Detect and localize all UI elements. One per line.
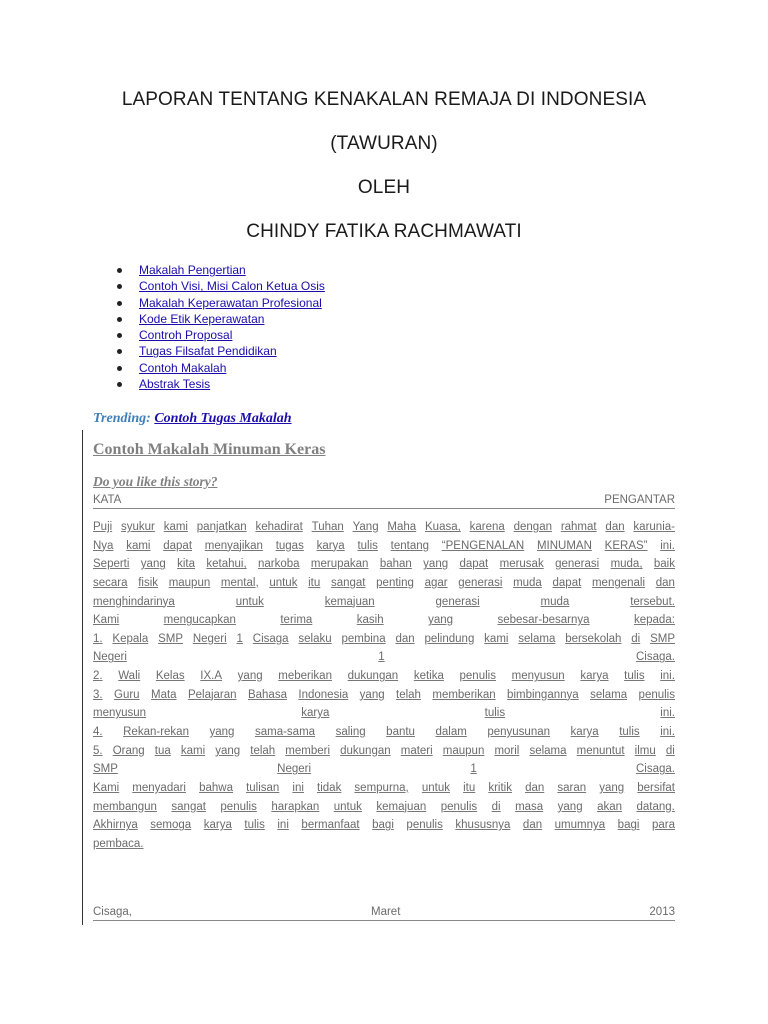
trending-link[interactable]: Contoh Tugas Makalah: [154, 411, 292, 426]
related-link[interactable]: Abstrak Tesis: [139, 377, 211, 392]
signature-place: Cisaga,: [93, 906, 132, 918]
body-line: Kami mengucapkan terima kasih yang sebesar-besarnya kepada:: [93, 614, 675, 627]
bullet-icon: [117, 382, 122, 387]
body-line: 3. Guru Mata Pelajaran Bahasa Indonesia yang telah memberikan bimbingannya selama penulis: [93, 688, 675, 701]
body-line: SMP Negeri 1 Cisaga.: [93, 763, 675, 776]
body-line: Puji syukur kami panjatkan kehadirat Tuhan Yang Maha Kuasa, karena dengan rahmat dan karunia-: [93, 521, 675, 533]
signature-year: 2013: [649, 906, 675, 918]
body-line: secara fisik maupun mental, untuk itu sangat penting agar generasi muda dapat mengenali dan: [93, 576, 675, 589]
kata-pengantar-heading: [93, 493, 675, 509]
related-link[interactable]: Controh Proposal: [139, 328, 233, 343]
body-line: Negeri 1 Cisaga.: [93, 651, 675, 664]
kata-pengantar-left: KATA: [93, 494, 122, 506]
body-line: 1. Kepala SMP Negeri 1 Cisaga selaku pembina dan pelindung kami selama bersekolah di SMP: [93, 632, 675, 645]
related-link[interactable]: Tugas Filsafat Pendidikan: [139, 344, 277, 359]
bullet-icon: [117, 333, 122, 338]
signature-month: Maret: [371, 906, 401, 918]
body-line: pembaca.: [93, 837, 144, 850]
body-line: 4. Rekan-rekan yang sama-sama saling bantu dalam penyusunan karya tulis ini.: [93, 726, 675, 739]
bullet-icon: [117, 284, 122, 289]
related-link[interactable]: Makalah Pengertian: [139, 263, 246, 277]
related-link[interactable]: Contoh Makalah: [139, 360, 227, 375]
body-line: menghindarinya untuk kemajuan generasi muda tersebut.: [93, 595, 675, 608]
bullet-icon: [117, 349, 122, 354]
body-line: 5. Orang tua kami yang telah memberi dukungan materi maupun moril selama menuntut ilmu di: [93, 744, 675, 757]
trending-line: [93, 411, 292, 427]
author-name: CHINDY FATIKA RACHMAWATI: [246, 221, 522, 242]
body-line: Nya kami dapat menyajikan tugas karya tulis tentang “PENGENALAN MINUMAN KERAS” ini.: [93, 539, 675, 552]
body-line: Akhirnya semoga karya tulis ini bermanfaat bagi penulis khususnya dan umumnya bagi para: [93, 819, 675, 832]
left-margin-rule: [82, 430, 83, 925]
document-subtitle: (TAWURAN): [330, 133, 438, 154]
kata-pengantar-right: PENGANTAR: [604, 494, 675, 506]
body-line: Kami menyadari bahwa tulisan ini tidak sempurna, untuk itu kritik dan saran yang bersifat: [93, 781, 675, 794]
signature-line: [93, 905, 675, 921]
body-line: 2. Wali Kelas IX.A yang meberikan dukungan ketika penulis menyusun karya tulis ini.: [93, 670, 675, 683]
author-label: OLEH: [357, 177, 411, 198]
body-line: Seperti yang kita ketahui, narkoba merupakan bahan yang dapat merusak generasi muda, baik: [93, 558, 675, 571]
foreword-body: [93, 519, 675, 855]
related-link[interactable]: Contoh Visi, Misi Calon Ketua Osis: [139, 279, 325, 294]
story-question: Do you like this story?: [93, 474, 218, 489]
bullet-icon: [117, 317, 122, 322]
section-heading: Contoh Makalah Minuman Keras: [93, 441, 326, 458]
body-line: menyusun karya tulis ini.: [93, 707, 675, 720]
bullet-icon: [117, 268, 122, 273]
bullet-icon: [117, 301, 122, 306]
bullet-icon: [117, 366, 122, 371]
related-link[interactable]: Makalah Keperawatan Profesional: [139, 295, 322, 310]
related-link[interactable]: Kode Etik Keperawatan: [139, 311, 265, 326]
document-title: LAPORAN TENTANG KENAKALAN REMAJA DI INDONESIA: [121, 89, 647, 110]
trending-label: Trending:: [93, 411, 151, 426]
body-line: membangun sangat penulis harapkan untuk kemajuan penulis di masa yang akan datang.: [93, 800, 675, 813]
